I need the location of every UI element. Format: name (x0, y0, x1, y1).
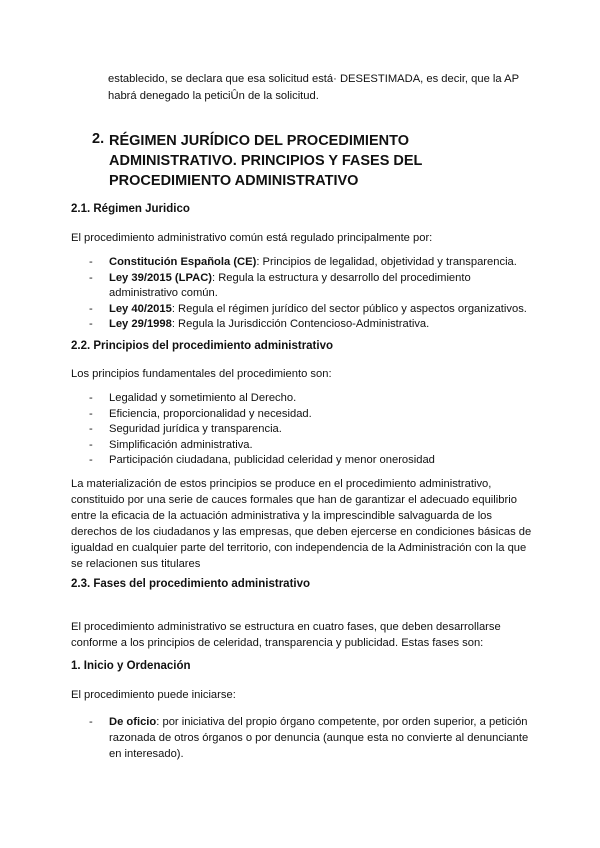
principle-text: Eficiencia, proporcionalidad y necesidad. (109, 407, 312, 420)
law-description: : Regula la estructura y desarrollo del procedimiento administrativo común. (109, 271, 471, 299)
dash-bullet: - (89, 407, 93, 420)
inicio-list (89, 714, 533, 762)
principle-text: Simplificación administrativa. (109, 438, 253, 451)
intro-paragraph: establecido, se declara que esa solicitud está· DESESTIMADA, es decir, que la AP habrá denegado la peticiÛn de la solicitud. (108, 73, 519, 102)
principios-intro: Los principios fundamentales del procedimiento son: (71, 368, 332, 380)
principle-text: Seguridad jurídica y transparencia. (109, 423, 282, 435)
phase-heading: 1. Inicio y Ordenación (71, 660, 191, 672)
subsection-heading-2-3: 2.3. Fases del procedimiento administrativo (71, 578, 311, 590)
principios-list (89, 391, 539, 469)
regimen-intro: El procedimiento administrativo común está regulado principalmente por: (71, 232, 433, 244)
subsection-heading-2-1: 2.1. Régimen Juridico (71, 203, 190, 215)
dash-bullet: - (89, 271, 93, 284)
law-name: Ley 29/1998 (109, 318, 172, 330)
phase-intro: El procedimiento puede iniciarse: (71, 689, 236, 701)
principle-text: Participación ciudadana, publicidad celeridad y menor onerosidad (109, 454, 435, 466)
initiation-type: De oficio (109, 716, 157, 728)
dash-bullet: - (89, 392, 93, 404)
law-description: : Regula el régimen jurídico del sector público y aspectos organizativos. (171, 302, 527, 315)
dash-bullet: - (89, 716, 93, 728)
list-item (89, 407, 539, 423)
law-name: Constitución Española (CE) (109, 256, 257, 268)
law-name: Ley 39/2015 (LPAC) (109, 271, 213, 284)
dash-bullet: - (89, 423, 93, 435)
law-name: Ley 40/2015 (109, 302, 172, 315)
regimen-list (89, 255, 539, 333)
list-item (89, 271, 539, 302)
list-item (89, 302, 539, 318)
dash-bullet: - (89, 454, 93, 466)
fases-paragraph: El procedimiento administrativo se estructura en cuatro fases, que deben desarrollarse conforme a los principios de celeridad, transparencia y publicidad. Estas fases son: (71, 621, 501, 649)
dash-bullet: - (89, 318, 93, 330)
list-item (89, 438, 539, 454)
list-item (89, 714, 533, 762)
law-description: : Regula la Jurisdicción Contencioso-Administrativa. (171, 318, 430, 330)
list-item (89, 317, 539, 333)
section-title: RÉGIMEN JURÍDICO DEL PROCEDIMIENTO ADMINISTRATIVO. PRINCIPIOS Y FASES DEL PROCEDIMIENTO ADMINISTRATIVO (109, 133, 423, 189)
section-number: 2. (92, 131, 105, 147)
dash-bullet: - (89, 256, 93, 268)
principle-text: Legalidad y sometimiento al Derecho. (109, 392, 297, 404)
initiation-description: : por iniciativa del propio órgano competente, por orden superior, a petición razonada de otros órganos o por denuncia (aunque esta no convierte al denunciante en interesado). (109, 716, 529, 760)
subsection-heading-2-2: 2.2. Principios del procedimiento administrativo (71, 340, 334, 352)
list-item (89, 453, 539, 469)
law-description: : Principios de legalidad, objetividad y transparencia. (256, 256, 517, 268)
list-item (89, 422, 539, 438)
dash-bullet: - (89, 438, 93, 451)
list-item (89, 255, 539, 271)
dash-bullet: - (89, 302, 93, 315)
list-item (89, 391, 539, 407)
materializacion-paragraph: La materialización de estos principios se produce en el procedimiento administrativo, constituido por una serie de cauces formales que han de garantizar el adecuado equilibrio entre la eficacia de la actuación administrativa y la imprescindible salvaguarda de los derechos de los ciudadanos y las empresas, que deben ejercerse en condiciones básicas de igualdad en cualquier parte del territorio, con independencia de la Administración con la que se relacionen sus titulares (71, 478, 532, 570)
